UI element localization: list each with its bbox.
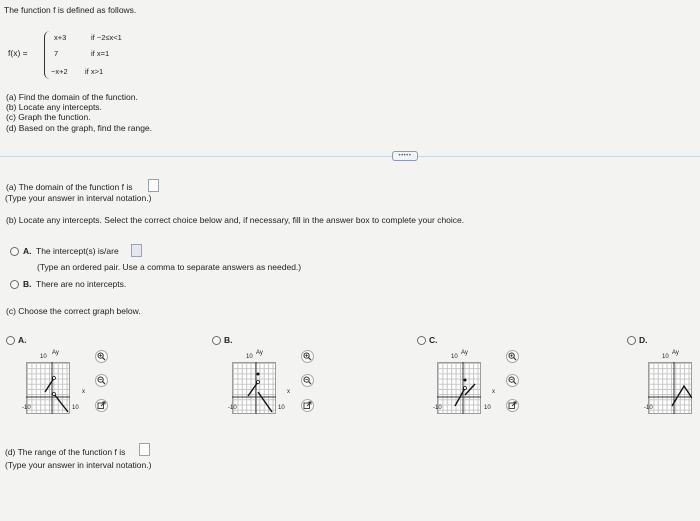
graph-option-a-radio[interactable] <box>6 336 15 345</box>
intercepts-option-b-letter: B. <box>23 279 32 289</box>
graph-option-d-letter: D. <box>639 335 648 345</box>
piece-2-expr: 7 <box>54 49 59 58</box>
graph-option-c-letter: C. <box>429 335 438 345</box>
open-external-icon[interactable] <box>95 399 108 412</box>
graph-c-ytick: 10 <box>451 354 458 360</box>
intercepts-answer-box[interactable] <box>131 244 142 257</box>
zoom-out-icon[interactable] <box>301 374 314 387</box>
part-d-hint: (Type your answer in interval notation.) <box>5 460 152 470</box>
part-a-hint: (Type your answer in interval notation.) <box>5 193 152 203</box>
graph-b-xtick-right: 10 <box>278 405 285 411</box>
task-a: (a) Find the domain of the function. <box>6 92 138 102</box>
graph-option-b-radio[interactable] <box>212 336 221 345</box>
part-d-prompt: (d) The range of the function f is <box>5 447 126 457</box>
graph-b-xtick-left: -10 <box>228 405 237 411</box>
intercepts-option-a-radio[interactable] <box>10 247 19 256</box>
zoom-out-icon[interactable] <box>95 374 108 387</box>
piece-2-cond: if x=1 <box>91 49 110 58</box>
graph-option-c <box>437 362 481 414</box>
piece-3-expr: −x+2 <box>51 67 68 76</box>
graph-a-xtick-left: -10 <box>22 405 31 411</box>
range-answer-box[interactable] <box>139 443 150 456</box>
graph-a-xlabel: x <box>82 389 85 395</box>
open-external-icon[interactable] <box>506 399 519 412</box>
zoom-out-icon[interactable] <box>506 374 519 387</box>
graph-c-xtick-right: 10 <box>484 405 491 411</box>
function-label: f(x) = <box>8 48 28 58</box>
piece-1-cond: if −2≤x<1 <box>91 33 122 42</box>
graph-option-d-plot <box>648 362 692 414</box>
graph-option-c-radio[interactable] <box>417 336 426 345</box>
part-c-prompt: (c) Choose the correct graph below. <box>6 306 141 316</box>
open-external-icon[interactable] <box>301 399 314 412</box>
graph-option-b-letter: B. <box>224 335 233 345</box>
zoom-in-icon[interactable] <box>301 350 314 363</box>
graph-b-ytick: 10 <box>246 354 253 360</box>
graph-option-a <box>26 362 70 414</box>
graph-option-b-plot <box>232 362 276 414</box>
zoom-in-icon[interactable] <box>506 350 519 363</box>
intercepts-option-b-radio[interactable] <box>10 280 19 289</box>
expand-more-button[interactable]: ••••• <box>392 151 418 161</box>
graph-option-c-plot <box>437 362 481 414</box>
graph-a-xtick-right: 10 <box>72 405 79 411</box>
graph-d-ytick: 10 <box>662 354 669 360</box>
graph-d-ylabel: Ay <box>672 350 679 356</box>
graph-d-xtick-left: -10 <box>644 405 653 411</box>
graph-option-a-letter: A. <box>18 335 27 345</box>
graph-option-d-radio[interactable] <box>627 336 636 345</box>
graph-option-b <box>232 362 276 414</box>
intercepts-option-a-hint: (Type an ordered pair. Use a comma to separate answers as needed.) <box>37 262 302 272</box>
graph-c-xlabel: x <box>492 389 495 395</box>
graph-a-ylabel: Ay <box>52 350 59 356</box>
problem-intro: The function f is defined as follows. <box>4 5 137 15</box>
graph-option-a-plot <box>26 362 70 414</box>
intercepts-option-a-letter: A. <box>23 246 32 256</box>
zoom-in-icon[interactable] <box>95 350 108 363</box>
graph-b-xlabel: x <box>287 389 290 395</box>
part-b-prompt: (b) Locate any intercepts. Select the correct choice below and, if necessary, fill in the answer box to complete your choice. <box>6 215 465 225</box>
section-divider <box>0 156 700 157</box>
task-b: (b) Locate any intercepts. <box>6 102 102 112</box>
piece-3-cond: if x>1 <box>85 67 104 76</box>
graph-b-ylabel: Ay <box>256 350 263 356</box>
graph-c-xtick-left: -10 <box>433 405 442 411</box>
graph-option-d <box>648 362 692 414</box>
graph-c-ylabel: Ay <box>461 350 468 356</box>
task-d: (d) Based on the graph, find the range. <box>6 123 153 133</box>
intercepts-option-a-text: The intercept(s) is/are <box>36 246 119 256</box>
part-a-prompt: (a) The domain of the function f is <box>6 182 133 192</box>
intercepts-option-b-text: There are no intercepts. <box>36 279 127 289</box>
task-c: (c) Graph the function. <box>6 112 91 122</box>
domain-answer-box[interactable] <box>148 179 159 192</box>
piece-1-expr: x+3 <box>54 33 67 42</box>
graph-a-ytick: 10 <box>40 354 47 360</box>
